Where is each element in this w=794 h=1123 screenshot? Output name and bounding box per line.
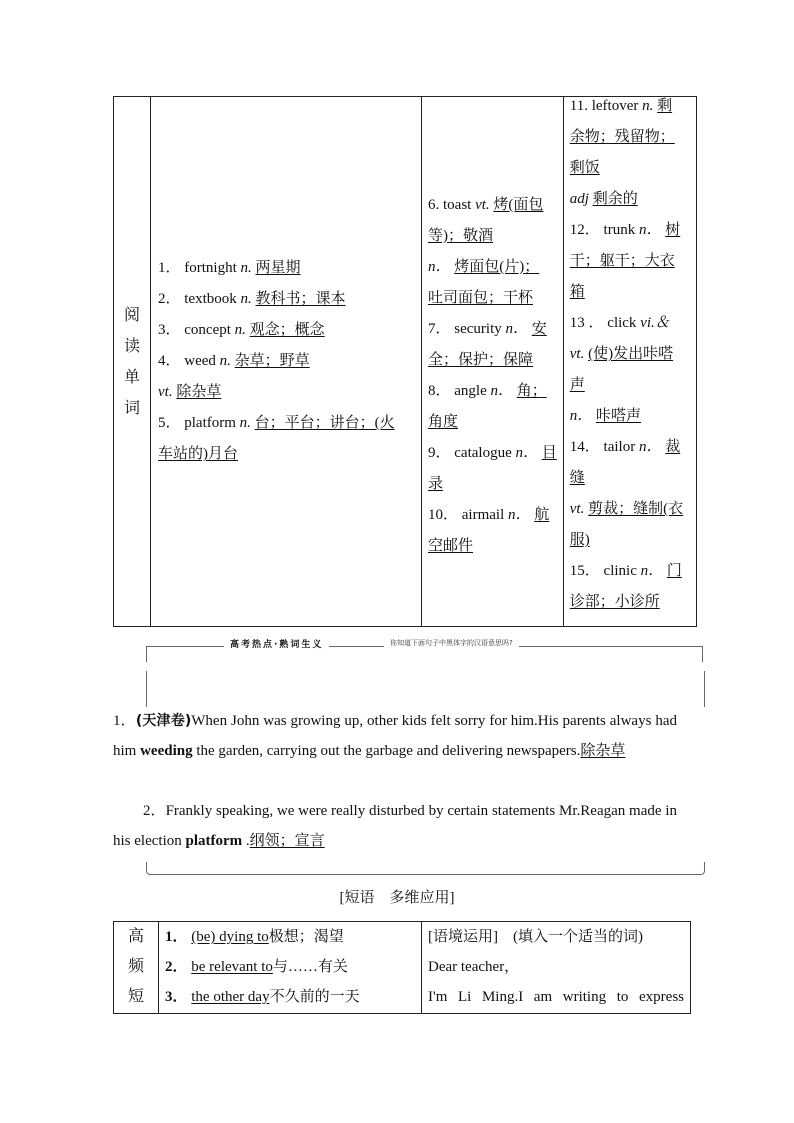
- vocab-number: 10．: [428, 506, 459, 523]
- vocab-meaning: 服): [569, 532, 590, 548]
- vocab-line: [428, 252, 557, 283]
- vocab-meaning: 台；平台；讲台；(火: [254, 415, 395, 431]
- vocab-number: 9．: [428, 444, 451, 461]
- part-of-speech: vt.: [475, 196, 490, 213]
- vocab-line: [570, 556, 690, 587]
- vocab-word: fortnight: [184, 260, 237, 276]
- vocab-line: [158, 315, 413, 346]
- vocab-meaning: 航: [534, 506, 550, 523]
- vocab-number: 8．: [428, 382, 451, 399]
- vocab-line: [570, 432, 690, 463]
- example-2: 2．Frankly speaking, we were really disturbed by certain statements Mr.Reagan made in his election platform .纲领；宣言: [113, 803, 677, 849]
- phrase-table: [113, 921, 691, 1014]
- vocab-line: [570, 525, 690, 556]
- vocab-line: [570, 401, 690, 432]
- vocab-meaning: 车站的)月台: [158, 446, 238, 462]
- keyword: platform: [185, 833, 243, 849]
- vocab-meaning: 剩余的: [592, 191, 638, 207]
- part-of-speech: n．: [515, 444, 538, 461]
- part-of-speech: n．: [638, 439, 662, 455]
- vocab-line: [158, 439, 413, 470]
- vocab-meaning: 空邮件: [428, 537, 474, 554]
- vocab-line: [570, 122, 690, 153]
- vocab-number: 12．: [569, 222, 600, 238]
- vocab-line: [428, 314, 557, 345]
- vocab-number: 5．: [158, 415, 181, 431]
- part-of-speech: vt.: [569, 501, 585, 517]
- vocab-word: tailor: [603, 439, 636, 455]
- context-title: [语境运用]: [428, 929, 498, 945]
- part-of-speech: n.: [219, 353, 231, 369]
- vocab-line: [158, 408, 413, 439]
- vocab-word: textbook: [184, 291, 237, 307]
- part-of-speech: n．: [638, 222, 662, 238]
- vocab-meaning: 全；保护；保障: [428, 351, 534, 368]
- vocab-word: angle: [454, 382, 487, 399]
- phrase-item: 2． be relevant to与……有关: [165, 959, 348, 975]
- vocab-line: [428, 469, 557, 500]
- part-of-speech: n．: [490, 382, 514, 399]
- vocab-line: [570, 215, 690, 246]
- vocab-number: 7．: [428, 320, 451, 337]
- vocab-number: 15．: [569, 563, 600, 579]
- vocab-line: [428, 376, 557, 407]
- vocab-number: 4．: [158, 353, 181, 369]
- vocab-table: [113, 96, 697, 627]
- vocab-number: 14．: [569, 439, 600, 455]
- vocab-line: [570, 370, 690, 401]
- part-of-speech: n．: [640, 563, 664, 579]
- vocab-number: 11.: [569, 98, 588, 114]
- vocab-list-1: [158, 253, 413, 470]
- example-source: (天津卷): [135, 713, 192, 729]
- vocab-meaning: 箱: [569, 284, 585, 300]
- vocab-meaning: (使)发出咔嗒: [588, 346, 674, 362]
- vocab-meaning: 目: [541, 444, 557, 461]
- vocab-meaning: 烤面包(片)；: [454, 258, 540, 275]
- part-of-speech: n.: [234, 322, 246, 338]
- vocab-word: leftover: [591, 98, 639, 114]
- vocab-line: [570, 277, 690, 308]
- part-of-speech: adj: [569, 191, 589, 207]
- vocab-word: weed: [184, 353, 216, 369]
- letter-line: I'm Li Ming.I am writing to express: [428, 989, 684, 1005]
- vocab-meaning: 剩饭: [569, 160, 600, 176]
- hot-topic-frame-bottom: [146, 862, 705, 875]
- part-of-speech: vi.＆: [640, 315, 670, 331]
- vocab-column-3: [563, 97, 696, 627]
- vocab-number: 2．: [158, 291, 181, 307]
- context-usage: [422, 922, 691, 1014]
- example-1: 1．(天津卷)When John was growing up, other kids felt sorry for him.His parents always had him weeding the garden, carrying out the garbage and delivering newspapers.除杂草: [113, 713, 677, 759]
- vocab-line: [570, 184, 690, 215]
- vocab-line: [158, 253, 413, 284]
- phrase-item: 3． the other day不久前的一天: [165, 989, 360, 1005]
- answer: 纲领；宣言: [249, 833, 325, 849]
- vocab-line: [570, 463, 690, 494]
- vocab-column-2: [422, 97, 564, 627]
- vocab-line: [570, 153, 690, 184]
- vocab-meaning: 剪裁；缝制(衣: [588, 501, 684, 517]
- vocab-line: [428, 345, 557, 376]
- vocab-meaning: 声: [569, 377, 585, 393]
- vocab-line: [428, 531, 557, 562]
- part-of-speech: n．: [428, 258, 451, 275]
- vocab-meaning: 杂草；野草: [234, 353, 310, 369]
- vocab-list-3: [570, 91, 690, 618]
- vocab-number: 1．: [158, 260, 181, 276]
- part-of-speech: n．: [508, 506, 531, 523]
- vocab-meaning: 干；躯干；大衣: [569, 253, 675, 269]
- vocab-meaning: 观念；概念: [249, 322, 325, 338]
- vocab-word: trunk: [603, 222, 636, 238]
- part-of-speech: n.: [240, 291, 252, 307]
- hot-topic-banner: [146, 633, 703, 661]
- answer: 除杂草: [580, 743, 626, 759]
- hot-topic-title: 高考热点·熟词生义: [224, 637, 329, 650]
- vocab-number: 3．: [158, 322, 181, 338]
- letter-greeting: Dear teacher，: [428, 959, 520, 975]
- vocab-line: [158, 377, 413, 408]
- vocab-meaning: 安: [531, 320, 547, 337]
- hot-topic-frame: [146, 671, 705, 707]
- phrase-list: [159, 922, 422, 1014]
- phrase-section-label: 高 频 短: [114, 922, 159, 1014]
- vocab-word: concept: [184, 322, 231, 338]
- vocab-word: click: [607, 315, 637, 331]
- vocab-line: [570, 339, 690, 370]
- vocab-line: [428, 407, 557, 438]
- vocab-line: [570, 91, 690, 122]
- vocab-line: [158, 346, 413, 377]
- vocab-line: [158, 284, 413, 315]
- vocab-line: [570, 308, 690, 339]
- part-of-speech: n.: [240, 260, 252, 276]
- phrase-item: 1． (be) dying to极想；渴望: [165, 929, 344, 945]
- vocab-meaning: 教科书；课本: [255, 291, 346, 307]
- vocab-meaning: 诊部；小诊所: [569, 594, 660, 610]
- vocab-meaning: 门: [666, 563, 682, 579]
- vocab-word: platform: [184, 415, 236, 431]
- vocab-line: [570, 494, 690, 525]
- phrase-section-heading: [短语 多维应用]: [339, 890, 455, 906]
- vocab-meaning: 吐司面包；干杯: [428, 289, 534, 306]
- vocab-meaning: 裁: [665, 439, 681, 455]
- hot-topic-hint: 你知道下面句子中黑体字的汉语意思吗?: [384, 638, 519, 648]
- vocab-line: [570, 246, 690, 277]
- part-of-speech: vt.: [569, 346, 585, 362]
- part-of-speech: n.: [239, 415, 251, 431]
- vocab-line: [428, 190, 557, 221]
- vocab-column-1: [151, 97, 422, 627]
- vocab-meaning: 缝: [569, 470, 585, 486]
- part-of-speech: n.: [642, 98, 654, 114]
- vocab-meaning: 两星期: [255, 260, 301, 276]
- part-of-speech: vt.: [158, 384, 173, 400]
- part-of-speech: n．: [569, 408, 593, 424]
- vocab-word: catalogue: [454, 444, 512, 461]
- vocab-line: [428, 221, 557, 252]
- vocab-number: 13 ．: [569, 315, 604, 331]
- vocab-meaning: 咔嗒声: [596, 408, 642, 424]
- vocab-line: [570, 587, 690, 618]
- vocab-word: clinic: [603, 563, 637, 579]
- vocab-line: [428, 283, 557, 314]
- vocab-meaning: 树: [665, 222, 681, 238]
- vocab-meaning: 录: [428, 475, 444, 492]
- context-hint: (填入一个适当的词): [513, 929, 644, 945]
- vocab-section-label: 阅 读 单 词: [114, 97, 151, 627]
- vocab-list-2: [428, 190, 557, 562]
- vocab-meaning: 角度: [428, 413, 459, 430]
- vocab-word: security: [454, 320, 502, 337]
- vocab-line: [428, 500, 557, 531]
- vocab-meaning: 余物；残留物；: [569, 129, 675, 145]
- vocab-meaning: 等)；敬酒: [428, 227, 493, 244]
- keyword: weeding: [140, 743, 193, 759]
- part-of-speech: n．: [505, 320, 529, 337]
- vocab-meaning: 烤(面包: [493, 196, 544, 213]
- vocab-meaning: 角；: [516, 382, 547, 399]
- vocab-line: [428, 438, 557, 469]
- vocab-word: toast: [443, 196, 472, 213]
- vocab-meaning: 除杂草: [176, 384, 222, 400]
- vocab-meaning: 剩: [657, 98, 673, 114]
- vocab-number: 6.: [428, 196, 440, 213]
- vocab-word: airmail: [461, 506, 505, 523]
